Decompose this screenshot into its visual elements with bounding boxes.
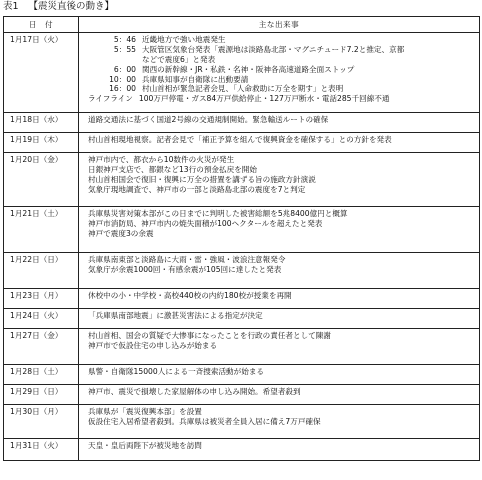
event-time: 5：46 [113,35,136,44]
event-text: 仮設住宅入居希望者殺到。兵庫県は被災者全員入居に備え7万戸確保 [88,416,321,426]
event-line [88,219,479,229]
event-line [88,84,479,94]
row-date: 1月31日（火） [4,439,79,461]
row-date: 1月20日（金） [4,153,79,207]
event-line [88,311,479,321]
event-text: 村山首相現地視察。記者会見で「補正予算を組んで復興資金を確保する」との方針を発表 [88,135,392,144]
table-row [4,289,480,309]
row-events [79,253,480,289]
event-text: 天皇・皇后両陛下が被災地を訪問 [88,441,202,450]
event-line [88,175,479,185]
event-text: 神戸市内で、都衣から10数件の火災が発生 [88,155,235,164]
row-date: 1月21日（土） [4,207,79,253]
event-time: 10：00 [109,74,136,84]
header-row [4,17,480,33]
event-text: 休校中の小・中学校・高校440校の内約180校が授業を再開 [88,291,292,300]
event-time: 5：55 [113,44,136,54]
event-line [88,55,479,65]
event-line [88,265,479,275]
timeline-table [3,16,480,461]
event-label: ライフライン [88,94,133,104]
event-line [88,291,479,301]
event-line [88,185,479,195]
timeline-rows [4,33,480,461]
event-text: 気象庁が余震1000回・有感余震が105回に達したと発表 [88,264,282,274]
event-line [88,367,479,377]
table-row [4,385,480,405]
event-text: 神戸で震度3の余震 [88,228,154,238]
events-column-header: 主な出来事 [79,17,480,33]
row-date: 1月28日（土） [4,365,79,385]
table-row [4,253,480,289]
table-row [4,207,480,253]
table-row [4,113,480,133]
row-date: 1月29日（日） [4,385,79,405]
row-date: 1月24日（火） [4,309,79,329]
event-text: 県警・自衛隊15000人による一斉捜索活動が始まる [88,367,265,376]
row-date: 1月17日（火） [4,33,79,113]
row-events [79,309,480,329]
row-events [79,113,480,133]
event-text: 近畿地方で強い地震発生 [142,35,226,44]
row-events [79,33,480,113]
event-line [88,35,479,45]
event-line [88,165,479,175]
event-time: 6：00 [113,64,136,74]
table-row [4,153,480,207]
row-date: 1月30日（月） [4,405,79,439]
row-events [79,439,480,461]
event-text: 神戸市消防局、神戸市内の焼失面積が100ヘクタールを超えたと発表 [88,218,323,228]
row-events [79,365,480,385]
event-text: 兵庫県災害対策本部がこの日までに判明した被害総額を5兆8400億円と概算 [88,209,348,218]
event-line [88,135,479,145]
table-title: 【震災直後の動き】 [28,1,115,12]
event-text: 100万戸停電・ガス84万戸供給停止・127万戸断水・電話285千回線不通 [138,94,390,104]
row-events [79,385,480,405]
event-text: 道路交通法に基づく国道2号線の交通規制開始。緊急輸送ルートの確保 [88,115,329,124]
event-line [88,341,479,351]
row-events [79,289,480,309]
event-line [88,407,479,417]
event-line [88,441,479,451]
row-events [79,329,480,365]
row-date: 1月22日（日） [4,253,79,289]
event-line [88,115,479,125]
row-events [79,153,480,207]
event-text: 村山首相が緊急記者会見、「人命救助に万全を期す」と表明 [142,84,344,94]
table-row [4,329,480,365]
row-date: 1月23日（月） [4,289,79,309]
event-line [88,229,479,239]
table-number: 表1 [3,1,19,12]
row-events [79,133,480,153]
event-text: などで震度6」と発表 [142,54,216,64]
event-text: 関西の新幹線・JR・私鉄・名神・阪神各高速道路全面ストップ [142,64,355,74]
event-line [88,75,479,85]
event-text: 神戸市で仮設住宅の申し込みが始まる [88,340,218,350]
event-line [88,45,479,55]
table-row [4,309,480,329]
row-events [79,207,480,253]
event-line [88,94,479,104]
event-text: 兵庫県知事が自衛隊に出動要請 [142,74,249,84]
event-text: 気象庁現地調査で、神戸市の一部と淡路島北部の震度を7と判定 [88,184,306,194]
event-line [88,255,479,265]
table-row [4,33,480,113]
table-row [4,439,480,461]
row-date: 1月27日（金） [4,329,79,365]
event-text: 「兵庫県南部地震」に激甚災害法による指定が決定 [88,311,263,320]
table-row [4,405,480,439]
event-line [88,387,479,397]
event-line [88,331,479,341]
event-line [88,65,479,75]
table-caption [3,0,114,13]
event-time: 16：00 [109,84,136,94]
event-text: 神戸市、震災で損壊した家屋解体の申し込み開始。希望者殺到 [88,387,301,396]
row-events [79,405,480,439]
row-date: 1月18日（水） [4,113,79,133]
event-text: 大阪管区気象台発表「震源地は淡路島北部・マグニチュード7.2と推定、京都 [142,44,405,54]
event-line [88,209,479,219]
event-text: 村山首相、国会の質疑で大惨事になったことを行政の責任者として陳謝 [88,331,331,340]
event-line [88,155,479,165]
event-text: 兵庫県南東部と淡路島に大雨・雷・強風・波浪注意報発令 [88,255,286,264]
row-date: 1月19日（木） [4,133,79,153]
table-row [4,365,480,385]
event-text: 村山首相国会で復旧・復興に万全の措置を講ずる旨の施政方針演説 [88,174,316,184]
table-row [4,133,480,153]
date-column-header: 日 付 [4,17,79,33]
event-text: 日銀神戸支店で、都銀など13行の預金払戻を開始 [88,164,257,174]
event-text: 兵庫県が「震災復興本部」を設置 [88,407,202,416]
event-line [88,417,479,427]
